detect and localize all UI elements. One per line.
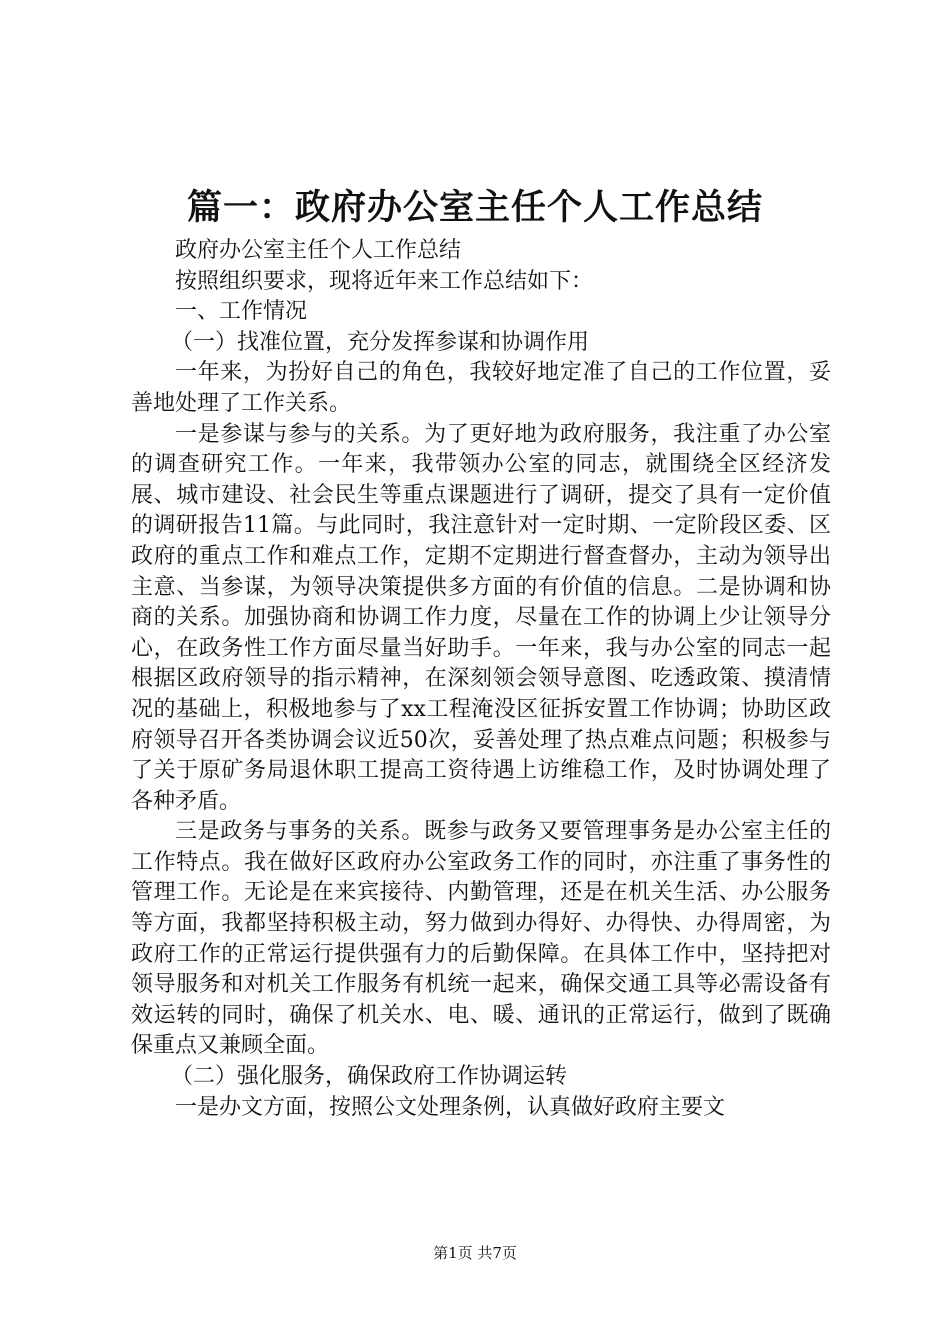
paragraph: 三是政务与事务的关系。既参与政务又要管理事务是办公室主任的工作特点。我在做好区政府办公室政务工作的同时，亦注重了事务性的管理工作。无论是在来宾接待、内勤管理，还是在机关生活、办公服务等方面，我都坚持积极主动，努力做到办得好、办得快、办得周密，为政府工作的正常运行提供强有力的后勤保障。在具体工作中，坚持把对领导服务和对机关工作服务有机统一起来，确保交通工具等必需设备有效运转的同时，确保了机关水、电、暖、通讯的正常运行，做到了既确保重点又兼顾全面。 (131, 819, 831, 1059)
document-body (131, 236, 831, 1123)
paragraph: 一年来，为扮好自己的角色，我较好地定准了自己的工作位置，妥善地处理了工作关系。 (131, 360, 831, 416)
subsection-heading-1: （一）找准位置，充分发挥参谋和协调作用 (171, 329, 590, 355)
paragraph-intro: 按照组织要求，现将近年来工作总结如下： (175, 268, 594, 294)
paragraph: 一是参谋与参与的关系。为了更好地为政府服务，我注重了办公室的调查研究工作。一年来，我带领办公室的同志，就围绕全区经济发展、城市建设、社会民生等重点课题进行了调研，提交了具有一定价值的调研报告11篇。与此同时，我注意针对一定时期、一定阶段区委、区政府的重点工作和难点工作，定期不定期进行督查督办，主动为领导出主意、当参谋，为领导决策提供多方面的有价值的信息。二是协调和协商的关系。加强协商和协调工作力度，尽量在工作的协调上少让领导分心，在政务性工作方面尽量当好助手。一年来，我与办公室的同志一起根据区政府领导的指示精神，在深刻领会领导意图、吃透政策、摸清情况的基础上，积极地参与了xx工程淹没区征拆安置工作协调；协助区政府领导召开各类协调会议近50次，妥善处理了热点难点问题；积极参与了关于原矿务局退休职工提高工资待遇上访维稳工作，及时协调处理了各种矛盾。 (131, 421, 831, 814)
subsection-heading-2: （二）强化服务，确保政府工作协调运转 (171, 1064, 568, 1090)
paragraph-subtitle: 政府办公室主任个人工作总结 (175, 238, 462, 263)
section-heading-work-status: 一、工作情况 (175, 299, 308, 325)
paragraph: 一是办文方面，按照公文处理条例，认真做好政府主要文 (175, 1094, 726, 1120)
page-footer: 第1页 共7页 (433, 1244, 517, 1262)
document-title: 篇一：政府办公室主任个人工作总结 (186, 187, 763, 228)
